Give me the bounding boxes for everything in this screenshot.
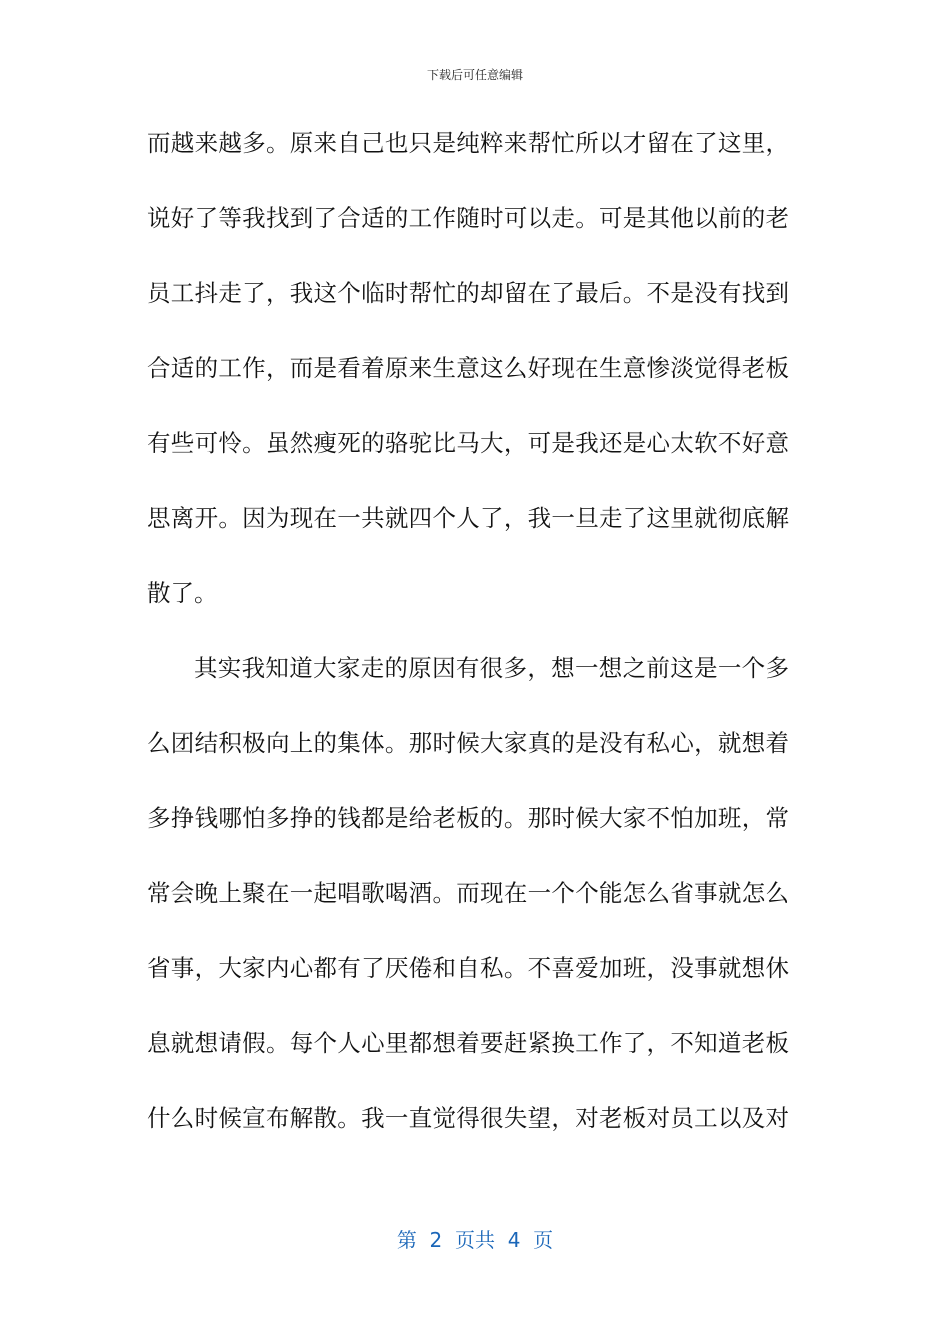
text-line: 多挣钱哪怕多挣的钱都是给老板的。那时候大家不怕加班，常 (147, 804, 789, 832)
text-line: 员工抖走了，我这个临时帮忙的却留在了最后。不是没有找到 (147, 279, 789, 307)
text-line: 散了。 (147, 579, 218, 607)
text-line: 而越来越多。原来自己也只是纯粹来帮忙所以才留在了这里， (147, 129, 789, 157)
page-header: 下载后可任意编辑 (426, 68, 523, 82)
text-line: 息就想请假。每个人心里都想着要赶紧换工作了，不知道老板 (147, 1029, 789, 1057)
text-line: 合适的工作，而是看着原来生意这么好现在生意惨淡觉得老板 (147, 354, 789, 382)
page-number: 第 2 页共 4 页 (396, 1228, 554, 1252)
text-line: 么团结积极向上的集体。那时候大家真的是没有私心，就想着 (147, 729, 789, 757)
text-line: 思离开。因为现在一共就四个人了，我一旦走了这里就彻底解 (147, 504, 789, 532)
page-footer (0, 1224, 950, 1253)
text-line: 什么时候宣布解散。我一直觉得很失望，对老板对员工以及对 (147, 1104, 789, 1132)
text-line: 有些可怜。虽然瘦死的骆驼比马大，可是我还是心太软不好意 (147, 429, 789, 457)
text-line: 其实我知道大家走的原因有很多，想一想之前这是一个多 (194, 654, 789, 682)
text-line: 常会晚上聚在一起唱歌喝酒。而现在一个个能怎么省事就怎么 (147, 879, 789, 907)
text-line: 省事，大家内心都有了厌倦和自私。不喜爱加班，没事就想休 (147, 954, 789, 982)
text-line: 说好了等我找到了合适的工作随时可以走。可是其他以前的老 (147, 204, 789, 232)
